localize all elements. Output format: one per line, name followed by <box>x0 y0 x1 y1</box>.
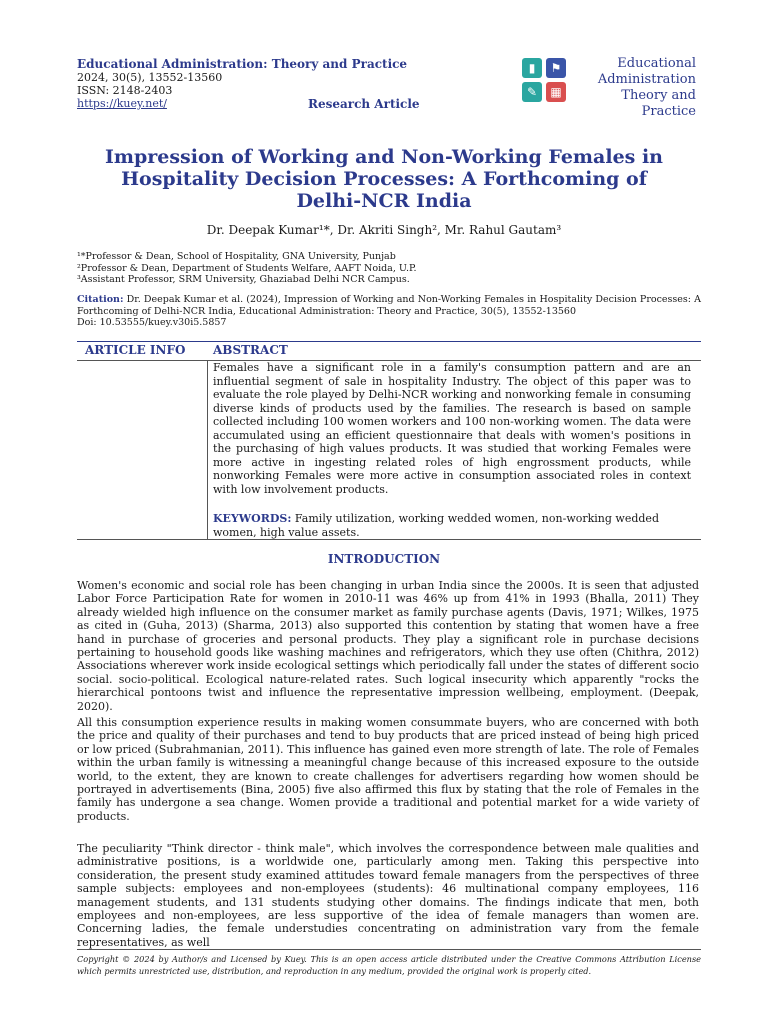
table-column-divider <box>207 360 208 539</box>
keywords <box>213 512 691 539</box>
affiliation-3: ³Assistant Professor, SRM University, Ghaziabad Delhi NCR Campus. <box>77 274 410 285</box>
journal-url-link[interactable]: https://kuey.net/ <box>77 97 167 110</box>
intro-paragraph-2: All this consumption experience results in making women consummate buyers, who are concerned with both the price and quality of their purchases and tend to buy products that are priced instead of being high priced or low priced (Subrahmanian, 2011). This influence has gained even more strength of late. The role of Females within the urban family is witnessing a meaningful change because of this increased exposure to the outside world, to the extent, they are known to create challenges for advertisers regarding how women should be portrayed in advertisements (Bina, 2005) five also affirmed this flux by stating that the role of Females in the family has undergone a sea change. Women provide a traditional and potential market for a wide variety of products. <box>77 716 699 823</box>
affiliations <box>77 251 691 286</box>
citation-doi: Doi: 10.53555/kuey.v30i5.5857 <box>77 317 227 328</box>
flag-icon: ⚑ <box>546 58 566 78</box>
journal-issn: ISSN: 2148-2403 <box>77 84 173 97</box>
journal-name: Educational Administration: Theory and Practice <box>77 57 408 71</box>
paper-title: Impression of Working and Non-Working Females in Hospitality Decision Processes: A Forthcoming of Delhi-NCR India <box>104 146 663 212</box>
journal-logo <box>522 56 702 119</box>
intro-paragraph-1: Women's economic and social role has been changing in urban India since the 2000s. It is seen that adjusted Labor Force Participation Rate for women in 2010-11 was 46% up from 41% in 1993 (Bhalla, 2011) They already wielded high influence on the consumer market as family purchase agents (Davis, 1971; Wilkes, 1975 as cited in (Guha, 2013) (Sharma, 2013) also supported this contention by stating that women have a free hand in purchase of groceries and personal products. They play a significant role in purchase decisions pertaining to household goods like washing machines and refrigerators, which they use often (Chithra, 2012) Associations wherever work inside ecological settings which periodically fall under the states of different socio social. socio-political. Ecological nature-related rates. Such logical insecurity which apparently "rocks the hierarchical pontoons twist and influence the representative impression wellbeing, employment. (Deepak, 2020). <box>77 579 699 713</box>
citation-label: Citation: <box>77 294 124 305</box>
article-info-table <box>77 341 701 540</box>
copyright-footer: Copyright © 2024 by Author/s and Licensed by Kuey. This is an open access article distributed under the Creative Commons Attribution License which permits unrestricted use, distribution, and reproduction in any medium, provided the original work is properly cited. <box>77 949 701 977</box>
logo-tiles <box>522 58 568 104</box>
table-bottom-rule <box>77 539 701 540</box>
keywords-label: KEYWORDS: <box>213 512 292 525</box>
keywords-text: Family utilization, working wedded women, non-working wedded women, high value assets. <box>213 512 659 539</box>
journal-volume: 2024, 30(5), 13552-13560 <box>77 71 223 84</box>
article-info-heading: ARTICLE INFO <box>85 343 186 357</box>
affiliation-1: ¹*Professor & Dean, School of Hospitality, GNA University, Punjab <box>77 251 396 262</box>
author-list: Dr. Deepak Kumar¹*, Dr. Akriti Singh², Mr. Rahul Gautam³ <box>206 223 562 237</box>
abstract-heading: ABSTRACT <box>213 343 288 357</box>
logo-line-2: Administration <box>597 72 696 87</box>
logo-text <box>570 56 696 120</box>
affiliation-2: ²Professor & Dean, Department of Students Welfare, AAFT Noida, U.P. <box>77 262 417 274</box>
table-top-rule <box>77 341 701 342</box>
pencil-icon: ✎ <box>522 82 542 102</box>
abstract-text: Females have a significant role in a family's consumption pattern and are an influential segment of sale in hospitality Industry. The object of this paper was to evaluate the role played by Delhi-NCR working and nonworking female in consuming diverse kinds of products used by the families. The research is based on sample collected including 100 women workers and 100 non-working women. The data were accumulated using an efficient questionnaire that deals with women's positions in the purchasing of high values products. It was studied that working Females were more active in ingesting related roles of high engrossment products, while nonworking Females were more active in consumption associated roles in context with low involvement products. <box>213 361 691 496</box>
logo-line-3: Theory and Practice <box>621 88 696 119</box>
grid-icon: ▦ <box>546 82 566 102</box>
book-icon: ▮ <box>522 58 542 78</box>
intro-paragraph-3: The peculiarity "Think director - think male", which involves the correspondence between male qualities and administrative positions, is a worldwide one, particularly among men. Taking this perspective into consideration, the present study examined attitudes toward female managers from the perspectives of three sample subjects: employees and non-employees (students): 46 multinational company employees, 116 management students, and 131 students studying other domains. The findings indicate that men, both employees and non-employees, are less supportive of the idea of female managers than women are. Concerning ladies, the female understudies concentrating on administration vary from the female representatives, as well <box>77 842 699 949</box>
article-type: Research Article <box>308 97 420 111</box>
citation-block <box>77 294 701 329</box>
citation-text: Dr. Deepak Kumar et al. (2024), Impression of Working and Non-Working Females in Hospitality Decision Processes: A Forthcoming of Delhi-NCR India, Educational Administration: Theory and Practice, 30(5), 13552-13560 <box>77 294 701 317</box>
introduction-heading: INTRODUCTION <box>327 552 441 566</box>
logo-line-1: Educational <box>617 56 696 71</box>
